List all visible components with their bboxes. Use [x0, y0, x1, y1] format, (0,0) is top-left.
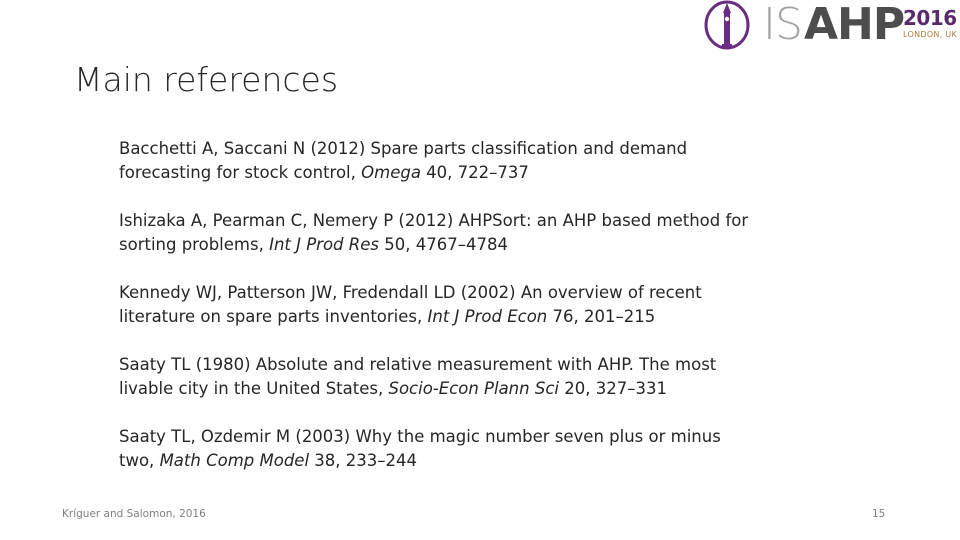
logo-ahp-text: AHP: [804, 0, 905, 50]
reference-item: [119, 425, 759, 473]
reference-journal: Int J Prod Res: [269, 235, 379, 254]
reference-tail: 38, 233–244: [309, 451, 417, 470]
logo-year: 2016: [903, 6, 957, 30]
reference-journal: Math Comp Model: [159, 451, 310, 470]
page-number: 15: [872, 508, 886, 520]
reference-item: [119, 209, 759, 257]
isahp-logo: [703, 0, 960, 52]
reference-tail: 76, 201–215: [547, 307, 656, 326]
reference-tail: 50, 4767–4784: [379, 235, 508, 254]
logo-is-text: IS: [763, 0, 802, 50]
logo-city: LONDON, UK: [903, 30, 958, 39]
reference-text: Ishizaka A, Pearman C, Nemery P (2012) AHPSort: an AHP based method for sorting problems,: [119, 211, 749, 254]
reference-item: [119, 353, 759, 401]
big-ben-emblem-icon: [703, 0, 751, 50]
reference-item: [119, 137, 759, 185]
reference-journal: Omega: [361, 163, 421, 182]
reference-list: [119, 137, 759, 497]
reference-tail: 20, 327–331: [558, 379, 667, 398]
reference-journal: Int J Prod Econ: [427, 307, 548, 326]
reference-text: Bacchetti A, Saccani N (2012) Spare parts classification and demand forecasting for stock control,: [119, 139, 688, 182]
reference-tail: 40, 722–737: [420, 163, 529, 182]
reference-item: [119, 281, 759, 329]
footer-author: Kríguer and Salomon, 2016: [62, 508, 206, 520]
slide-title: Main references: [74, 60, 339, 99]
reference-text: Saaty TL, Ozdemir M (2003) Why the magic number seven plus or minus two,: [119, 427, 721, 470]
reference-text: Kennedy WJ, Patterson JW, Fredendall LD (2002) An overview of recent literature on spare parts inventories,: [119, 283, 702, 326]
reference-journal: Socio-Econ Plann Sci: [388, 379, 559, 398]
reference-text: Saaty TL (1980) Absolute and relative measurement with AHP. The most livable city in the United States,: [119, 355, 717, 398]
